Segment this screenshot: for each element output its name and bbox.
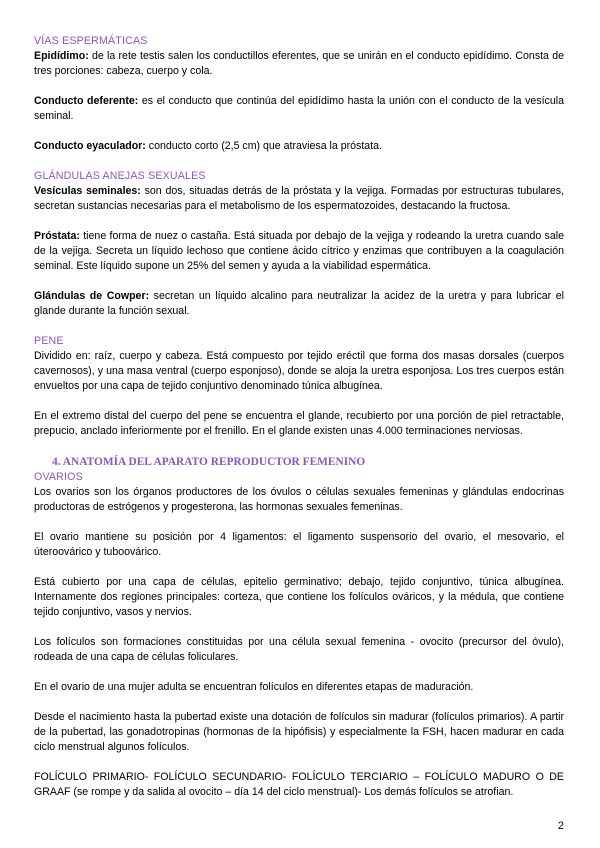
term-glandulas-cowper: Glándulas de Cowper:	[34, 290, 150, 302]
paragraph-pene-1: Dividido en: raíz, cuerpo y cabeza. Está compuesto por tejido eréctil que forma dos masas dorsales (cuerpos cavernosos), y una masa ventral (cuerpo esponjoso), donde se aloja la uretra esponjosa. Los tres cuerpos están envueltos por una capa de tejido conjuntivo denominado túnica albugínea.	[34, 350, 564, 392]
paragraph-vesiculas-seminales	[34, 184, 564, 214]
paragraph-ovarios-3: Está cubierto por una capa de células, epitelio germinativo; debajo, tejido conjuntivo, túnica albugínea. Internamente dos regiones principales: corteza, que contiene los folículos ováricos, y la médula, que contiene tejido conjuntivo, vasos y nervios.	[34, 576, 564, 618]
text-epididimo: de la rete testis salen los conductillos eferentes, que se unirán en el conducto epidídimo. Consta de tres porciones: cabeza, cuerpo y cola.	[34, 50, 564, 77]
page-number: 2	[557, 820, 564, 832]
heading-ovarios: OVARIOS	[34, 471, 83, 483]
paragraph-glandulas-cowper	[34, 289, 564, 319]
text-prostata: tiene forma de nuez o castaña. Está situada por debajo de la vejiga y rodeando la uretra cuando sale de la vejiga. Secreta un líquido lechoso que contiene ácido cítrico y enzimas que contribuyen a la coagulación seminal. Este líquido supone un 25% del semen y ayuda a la viabilidad espermática.	[34, 230, 564, 272]
heading-vias-espermaticas: VÍAS ESPERMÁTICAS	[34, 35, 148, 47]
paragraph-ovarios-1: Los ovarios son los órganos productores de los óvulos o células sexuales femeninas y glándulas endocrinas productoras de estrógenos y progesterona, las hormonas sexuales femeninas.	[34, 486, 564, 513]
term-prostata: Próstata:	[34, 230, 80, 242]
term-conducto-deferente: Conducto deferente:	[34, 95, 139, 107]
paragraph-epididimo	[34, 49, 564, 79]
heading-pene: PENE	[34, 335, 64, 347]
paragraph-prostata	[34, 229, 564, 274]
chapter-heading: 4. ANATOMÍA DEL APARATO REPRODUCTOR FEMENINO	[52, 456, 366, 468]
paragraph-pene-2: En el extremo distal del cuerpo del pene se encuentra el glande, recubierto por una porción de piel retractable, prepucio, anclado inferiormente por el frenillo. En el glande existen unas 4.000 terminaciones nerviosas.	[34, 410, 564, 437]
paragraph-conducto-deferente	[34, 94, 564, 124]
paragraph-ovarios-5: En el ovario de una mujer adulta se encuentran folículos en diferentes etapas de maduración.	[34, 681, 474, 693]
heading-glandulas-anejas: GLÁNDULAS ANEJAS SEXUALES	[34, 170, 206, 182]
term-vesiculas-seminales: Vesículas seminales:	[34, 185, 141, 197]
term-conducto-eyaculador: Conducto eyaculador:	[34, 140, 146, 152]
document-page	[34, 34, 564, 800]
text-conducto-eyaculador: conducto corto (2,5 cm) que atraviesa la próstata.	[145, 140, 382, 152]
paragraph-ovarios-4: Los folículos son formaciones constituidas por una célula sexual femenina - ovocito (precursor del óvulo), rodeada de una capa de células foliculares.	[34, 636, 564, 663]
paragraph-conducto-eyaculador	[34, 139, 564, 154]
text-conducto-deferente: es el conducto que continúa del epidídimo hasta la unión con el conducto de la vesícula seminal.	[34, 95, 564, 122]
paragraph-ovarios-6: Desde el nacimiento hasta la pubertad existe una dotación de folículos sin madurar (folículos primarios). A partir de la pubertad, las gonadotropinas (hormonas de la hipófisis) y especialmente la FSH, hacen madurar en cada ciclo menstrual algunos folículos.	[34, 711, 564, 753]
paragraph-ovarios-2: El ovario mantiene su posición por 4 ligamentos: el ligamento suspensorio del ovario, el mesovario, el úteroovárico y tuboovárico.	[34, 531, 564, 558]
text-vesiculas-seminales: son dos, situadas detrás de la próstata y la vejiga. Formadas por estructuras tubulares, secretan sustancias necesarias para el metabolismo de los espermatozoides, destacando la fructosa.	[34, 185, 564, 212]
text-glandulas-cowper: secretan un líquido alcalino para neutralizar la acidez de la uretra y para lubricar el glande durante la función sexual.	[34, 290, 564, 317]
term-epididimo: Epidídimo:	[34, 50, 89, 62]
paragraph-ovarios-7: FOLÍCULO PRIMARIO- FOLÍCULO SECUNDARIO- FOLÍCULO TERCIARIO – FOLÍCULO MADURO O DE GRAAF (se rompe y da salida al ovocito – día 14 del ciclo menstrual)- Los demás folículos se atrofian.	[34, 771, 564, 798]
